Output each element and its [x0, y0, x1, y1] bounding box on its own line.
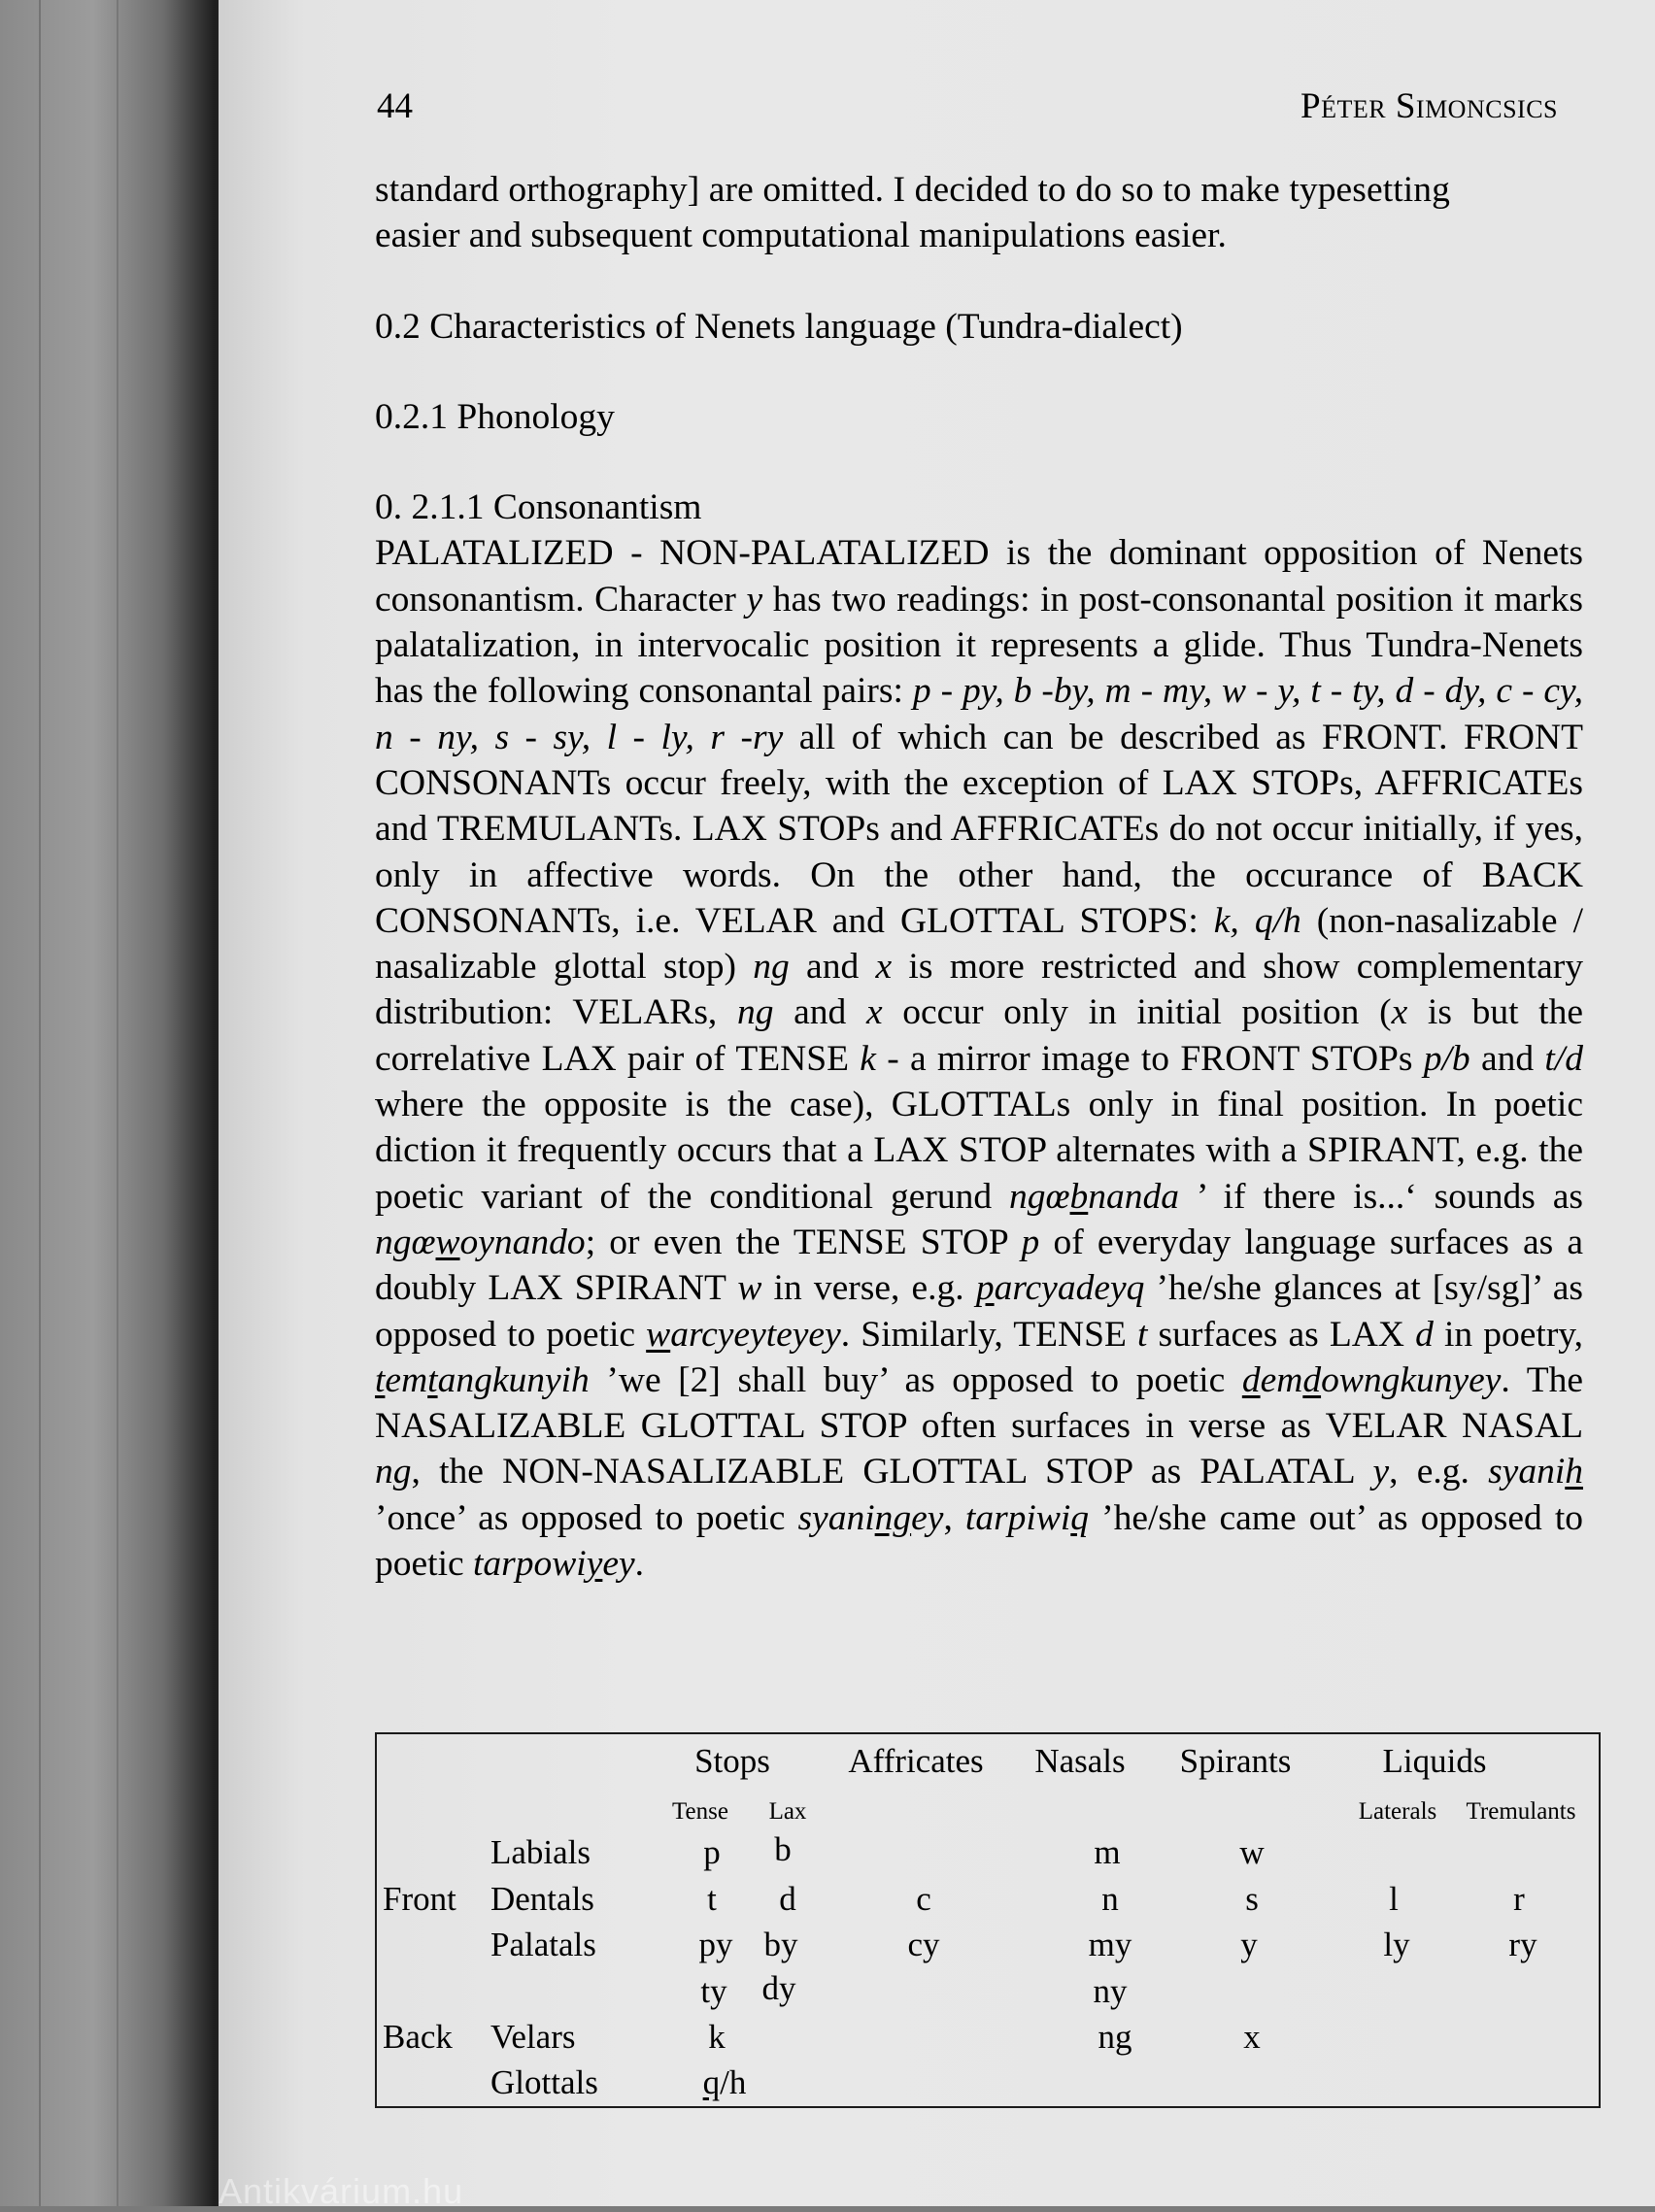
group-front: Front: [383, 1880, 456, 1918]
header-stops: Stops: [694, 1742, 770, 1780]
table-cell: dy: [761, 1969, 796, 2007]
table-cell: ny: [1093, 1972, 1128, 2010]
row-labials: Labials: [490, 1833, 591, 1871]
row-dentals: Dentals: [490, 1880, 594, 1918]
subheader-tense: Tense: [672, 1798, 728, 1825]
table-cell: ly: [1383, 1926, 1410, 1963]
book-binding-shadow: [0, 0, 233, 2206]
table-cell: r: [1513, 1880, 1525, 1918]
table-cell: t: [707, 1880, 717, 1918]
header-affricates: Affricates: [848, 1742, 984, 1780]
header-liquids: Liquids: [1382, 1742, 1487, 1780]
table-cell: k: [708, 2018, 726, 2056]
running-head-author: Péter Simoncsics: [1300, 86, 1558, 126]
intro-line: standard orthography] are omitted. I decided to do so to make typesetting: [375, 170, 1450, 210]
watermark: Antikvárium.hu: [219, 2171, 464, 2211]
page-number: 44: [377, 86, 413, 126]
table-cell: w: [1239, 1833, 1265, 1871]
subheader-lax: Lax: [768, 1798, 807, 1825]
table-cell: b: [774, 1830, 792, 1868]
table-cell: my: [1088, 1926, 1132, 1963]
table-cell: y: [1240, 1926, 1258, 1963]
header-spirants: Spirants: [1179, 1742, 1292, 1780]
table-cell: q/h: [702, 2063, 747, 2101]
subsection-heading: 0.2.1 Phonology: [375, 396, 615, 437]
table-cell: d: [779, 1880, 796, 1918]
table-cell: x: [1243, 2018, 1261, 2056]
section-heading: 0.2 Characteristics of Nenets language (Tundra-dialect): [375, 306, 1183, 347]
row-glottals: Glottals: [490, 2063, 598, 2101]
intro-line: easier and subsequent computational manipulations easier.: [375, 216, 1227, 256]
body-text: [375, 167, 1583, 1587]
table-cell: ry: [1508, 1926, 1537, 1963]
header-nasals: Nasals: [1034, 1742, 1126, 1780]
table-cell: s: [1245, 1880, 1259, 1918]
table-cell: p: [703, 1833, 721, 1871]
group-back: Back: [383, 2018, 453, 2056]
subheader-tremulants: Tremulants: [1466, 1798, 1576, 1825]
table-cell: n: [1101, 1880, 1119, 1918]
table-cell: py: [698, 1926, 733, 1963]
subsubsection-heading: 0. 2.1.1 Consonantism: [375, 487, 702, 528]
subheader-laterals: Laterals: [1358, 1798, 1437, 1825]
table-cell: by: [763, 1926, 798, 1963]
consonant-table: [375, 1732, 1601, 2108]
table-cell: c: [916, 1880, 931, 1918]
table-cell: ty: [700, 1972, 727, 2010]
row-velars: Velars: [490, 2018, 576, 2056]
row-palatals: Palatals: [490, 1926, 596, 1963]
table-cell: cy: [907, 1926, 940, 1963]
table-cell: ng: [1098, 2018, 1132, 2056]
table-cell: m: [1094, 1833, 1121, 1871]
table-cell: l: [1389, 1880, 1399, 1918]
consonantism-paragraph: PALATALIZED - NON-PALATALIZED is the dominant opposition of Nenets consonantism. Character y has two readings: in post-consonantal position it marks palatalization, in intervocalic position it represents a glide. Thus Tundra-Nenets has the following consonantal pairs: p - py, b -by, m - my, w - y, t - ty, d - dy, c - cy, n - ny, s - sy, l - ly, r -ry all of which can be described as FRONT. FRONT CONSONANTs occur freely, with the exception of LAX STOPs, AFFRICATEs and TREMULANTs. LAX STOPs and AFFRICATEs do not occur initially, if yes, only in affective words. On the other hand, the occurance of BACK CONSONANTs, i.e. VELAR and GLOTTAL STOPS: k, q/h (non-nasalizable / nasalizable glottal stop) ng and x is more restricted and show complementary distribution: VELARs, ng and x occur only in initial position (x is but the correlative LAX pair of TENSE k - a mirror image to FRONT STOPs p/b and t/d where the opposite is the case), GLOTTALs only in final position. In poetic diction it frequently occurs that a LAX STOP alternates with a SPIRANT, e.g. the poetic variant of the conditional gerund ngœbnanda ’ if there is...‘ sounds as ngœwoynando; or even the TENSE STOP p of everyday language surfaces as a doubly LAX SPIRANT w in verse, e.g. parcyadeyq ’he/she glances at [sy/sg]’ as opposed to poetic warcyeyteyey. Similarly, TENSE t surfaces as LAX d in poetry, temtangkunyih ’we [2] shall buy’ as opposed to poetic demdowngkunyey. The NASALIZABLE GLOTTAL STOP often surfaces in verse as VELAR NASAL ng, the NON-NASALIZABLE GLOTTAL STOP as PALATAL y, e.g. syanih ’once’ as opposed to poetic syaningey, tarpiwiq ’he/she came out’ as opposed to poetic tarpowiyey.: [375, 533, 1584, 1585]
